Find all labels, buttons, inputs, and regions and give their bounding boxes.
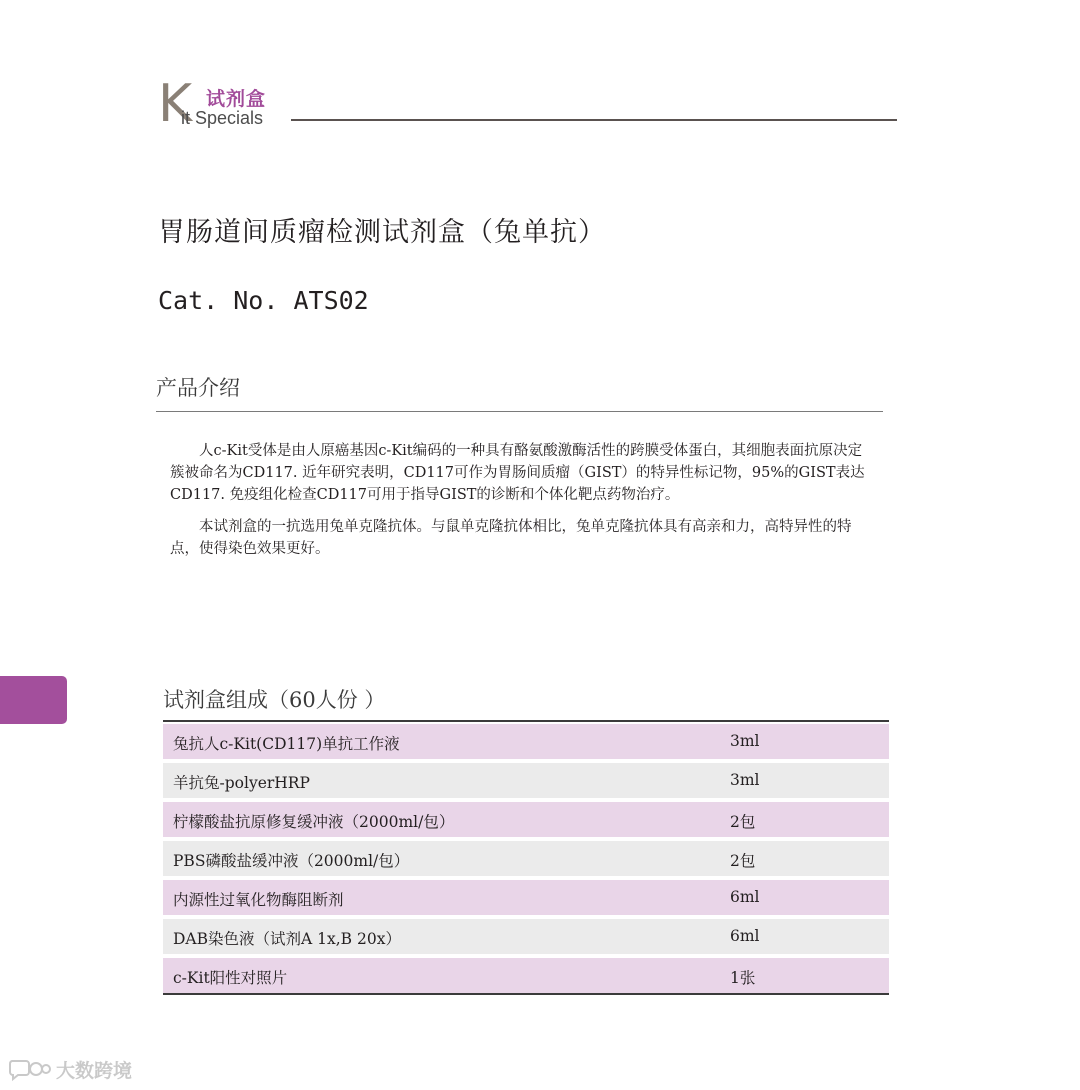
table-row [163,802,889,837]
chat-bubble-logo-icon [8,1057,52,1083]
logo-en-text: it Specials [181,108,264,128]
component-amount: 2包 [730,852,756,870]
watermark-text: 大数跨境 [56,1060,133,1082]
component-name: 兔抗人c-Kit(CD117)单抗工作液 [173,735,400,753]
component-amount: 6ml [730,927,760,945]
component-name: 柠檬酸盐抗原修复缓冲液（2000ml/包） [173,813,455,831]
component-amount: 6ml [730,888,760,906]
catalog-number: Cat. No. ATS02 [158,286,369,315]
intro-divider [156,411,883,412]
components-table [163,720,889,995]
table-row [163,841,889,876]
logo-letter: K [158,74,193,134]
component-amount: 2包 [730,813,756,831]
component-name: 内源性过氧化物酶阻断剂 [173,891,344,909]
intro-paragraph: 人c-Kit受体是由人原癌基因c-Kit编码的一种具有酪氨酸激酶活性的跨膜受体蛋白，其细胞表面抗原决定簇被命名为CD117. 近年研究表明，CD117可作为胃肠间质瘤（GIST）的特异性标记物，95%的GIST表达CD117. 免疫组化检查CD117可用于指导GIST的诊断和个体化靶点药物治疗。 [170,443,865,503]
components-heading: 试剂盒组成（60人份 ） [163,688,386,712]
component-amount: 1张 [730,969,756,987]
intro-paragraph: 本试剂盒的一抗选用兔单克隆抗体。与鼠单克隆抗体相比，兔单克隆抗体具有高亲和力，高特异性的特点，使得染色效果更好。 [170,519,852,557]
side-tab-marker [0,676,67,724]
table-row [163,763,889,798]
component-name: DAB染色液（试剂A 1x,B 20x） [173,930,401,948]
intro-body [170,440,870,570]
component-name: PBS磷酸盐缓冲液（2000ml/包） [173,852,410,870]
component-name: c-Kit阳性对照片 [173,969,288,987]
component-name: 羊抗兔-polyerHRP [173,774,310,792]
component-amount: 3ml [730,771,760,789]
component-amount: 3ml [730,732,760,750]
logo-cn-text: 试剂盒 [206,88,267,110]
watermark [8,1056,132,1083]
table-row [163,724,889,759]
table-row [163,880,889,915]
header-divider [291,119,897,121]
page-title: 胃肠道间质瘤检测试剂盒（兔单抗） [158,217,606,248]
table-row [163,958,889,993]
table-row [163,919,889,954]
intro-heading: 产品介绍 [156,376,240,400]
